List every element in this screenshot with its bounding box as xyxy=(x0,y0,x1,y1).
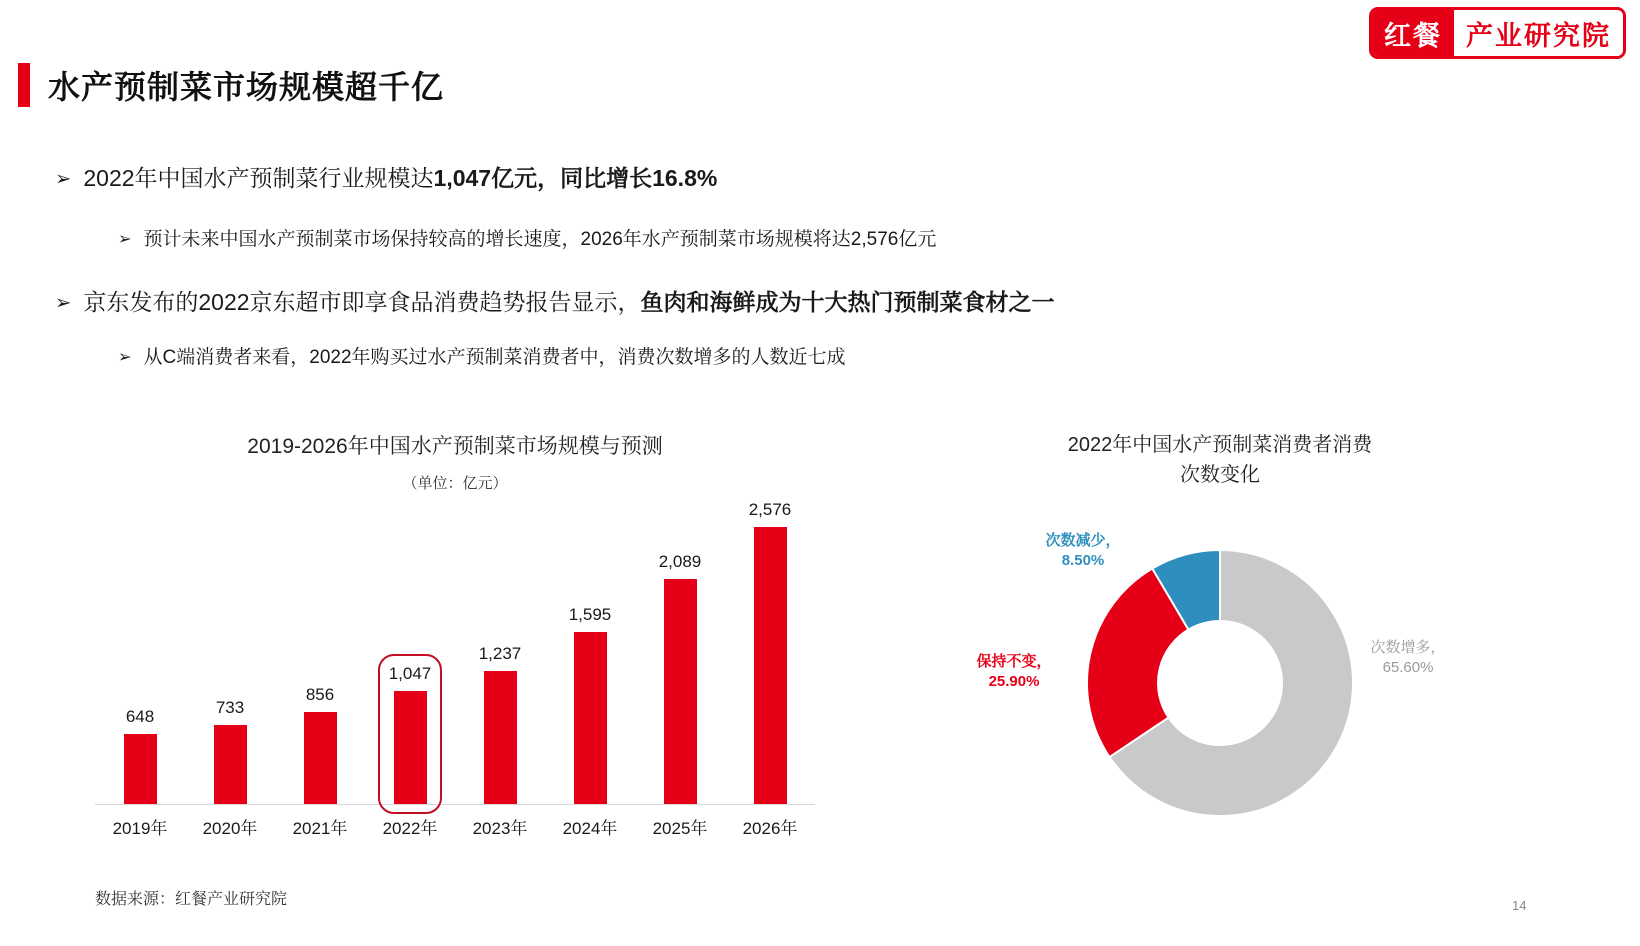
donut-label-increase-value: 65.60% xyxy=(1382,659,1434,676)
bar-value-label: 648 xyxy=(125,707,155,726)
bar-column-2024年 xyxy=(545,495,635,804)
bar xyxy=(124,734,157,804)
x-axis-tick-label: 2022年 xyxy=(382,819,438,838)
bar-column-2022年 xyxy=(365,495,455,804)
brand-logo xyxy=(1369,7,1626,59)
bar xyxy=(664,579,697,804)
donut-label-unchanged-name: 保持不变， xyxy=(976,653,1052,670)
x-axis-tick-label: 2020年 xyxy=(202,819,258,838)
bar-column-2025年 xyxy=(635,495,725,804)
bullet-text: 从C端消费者来看，2022年购买过水产预制菜消费者中，消费次数增多的人数近七成 xyxy=(143,347,846,368)
bar xyxy=(214,725,247,804)
donut-label-increase xyxy=(1348,638,1468,678)
bar-column-2020年 xyxy=(185,495,275,804)
bar-column-2023年 xyxy=(455,495,545,804)
brand-logo-mark: 红餐 xyxy=(1372,10,1454,56)
donut-label-decrease-name: 次数减少， xyxy=(1045,532,1121,549)
bar xyxy=(574,632,607,804)
bar xyxy=(484,671,517,804)
bullet-arrow-icon: ➢ xyxy=(55,168,72,190)
page-number: 14 xyxy=(1512,898,1527,913)
bullet-line-1 xyxy=(55,160,717,193)
bar-value-label: 1,595 xyxy=(568,605,612,624)
page-title-row xyxy=(18,62,444,108)
bar-chart xyxy=(95,430,815,839)
bullet-text: 京东发布的2022京东超市即享食品消费趋势报告显示， xyxy=(83,289,641,315)
bullet-text-bold: 1,047亿元，同比增长16.8% xyxy=(433,165,718,191)
bullet-arrow-icon: ➢ xyxy=(118,348,132,366)
bar-column-2021年 xyxy=(275,495,365,804)
x-axis-tick-label: 2023年 xyxy=(472,819,528,838)
bullet-arrow-icon: ➢ xyxy=(118,230,132,248)
bullet-line-4 xyxy=(118,342,846,369)
donut-label-unchanged-value: 25.90% xyxy=(988,673,1040,690)
bar xyxy=(304,712,337,804)
bullet-text-bold: 鱼肉和海鲜成为十大热门预制菜食材之一 xyxy=(640,289,1055,315)
data-source-note: 数据来源：红餐产业研究院 xyxy=(95,891,288,908)
bar-chart-x-axis xyxy=(95,814,815,839)
donut-chart-title xyxy=(950,430,1490,490)
bar-highlight-box xyxy=(378,654,442,814)
bar-value-label: 1,047 xyxy=(388,664,432,683)
x-axis-tick-label: 2024年 xyxy=(562,819,618,838)
title-accent-bar xyxy=(18,63,30,107)
donut-chart-title-line2: 次数变化 xyxy=(1180,464,1260,486)
x-axis-tick-label: 2026年 xyxy=(742,819,798,838)
donut-label-unchanged xyxy=(948,652,1080,692)
bullet-arrow-icon: ➢ xyxy=(55,292,72,314)
donut-label-decrease-value: 8.50% xyxy=(1061,552,1105,569)
bar xyxy=(754,527,787,804)
bar-chart-unit-label: （单位：亿元） xyxy=(402,475,508,492)
bar-column-2026年 xyxy=(725,495,815,804)
bar-chart-title: 2019-2026年中国水产预制菜市场规模与预测 xyxy=(247,435,663,458)
x-axis-tick-label: 2025年 xyxy=(652,819,708,838)
donut-label-increase-name: 次数增多， xyxy=(1370,639,1446,656)
donut-label-decrease xyxy=(1008,531,1158,571)
x-axis-tick-label: 2019年 xyxy=(112,819,168,838)
bar-value-label: 733 xyxy=(215,698,245,717)
bullet-line-2 xyxy=(118,224,936,251)
brand-logo-text: 产业研究院 xyxy=(1454,10,1623,56)
bar-value-label: 2,576 xyxy=(748,500,792,519)
bullet-line-3 xyxy=(55,284,1055,317)
x-axis-tick-label: 2021年 xyxy=(292,819,348,838)
bullet-text: 2022年中国水产预制菜行业规模达 xyxy=(83,165,434,191)
bullet-text: 预计未来中国水产预制菜市场保持较高的增长速度，2026年水产预制菜市场规模将达2,576亿元 xyxy=(143,229,937,250)
page-title: 水产预制菜市场规模超千亿 xyxy=(48,69,445,105)
bar-value-label: 856 xyxy=(305,685,335,704)
bar-column-2019年 xyxy=(95,495,185,804)
bar-value-label: 1,237 xyxy=(478,644,522,663)
bar-value-label: 2,089 xyxy=(658,552,702,571)
bar-chart-plot-area xyxy=(95,495,815,805)
donut-chart-title-line1: 2022年中国水产预制菜消费者消费 xyxy=(1067,434,1373,456)
